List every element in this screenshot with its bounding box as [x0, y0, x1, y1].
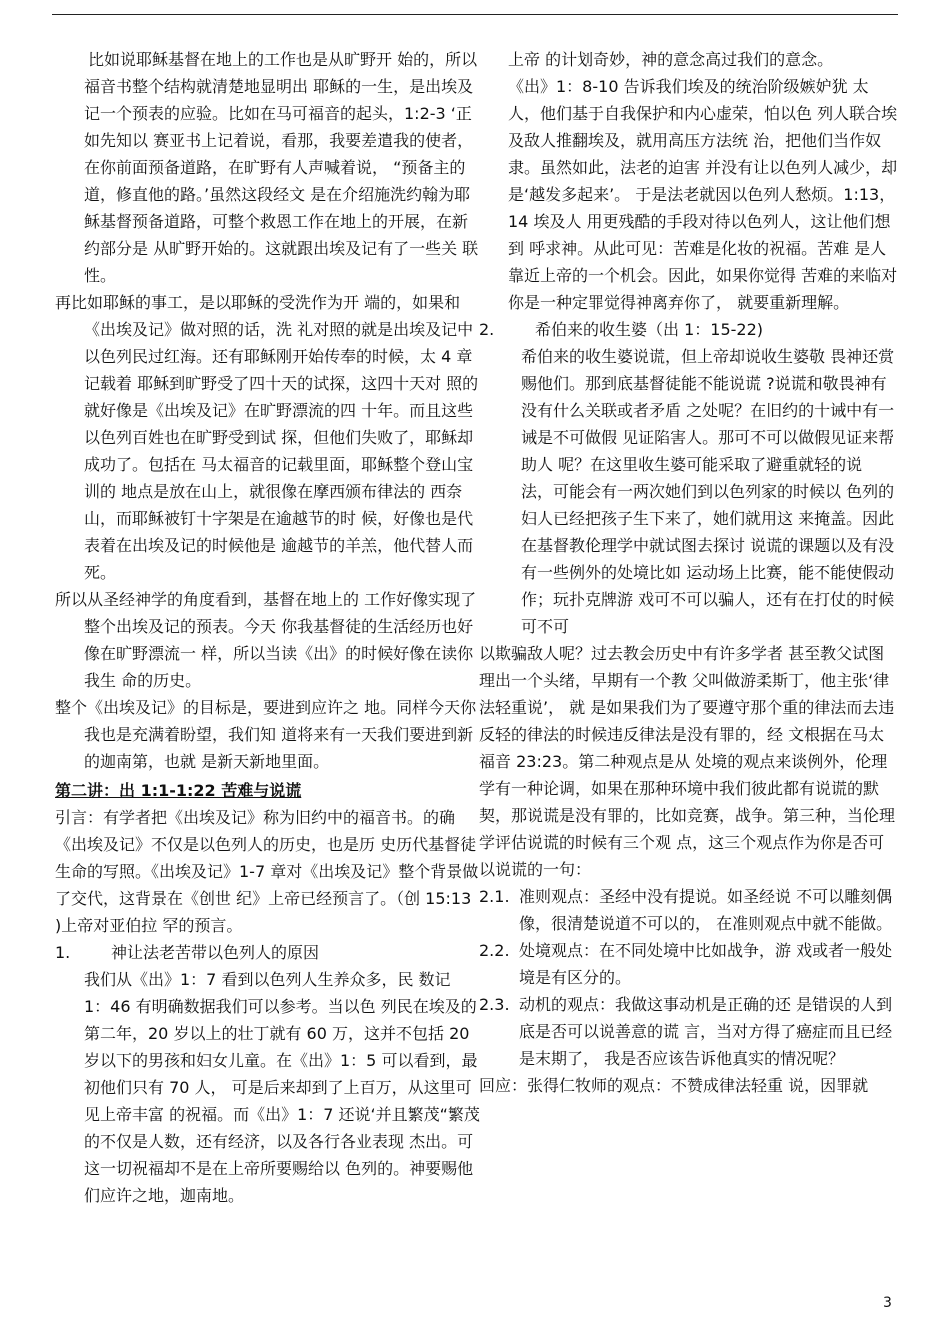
item-body: 我们从《出》1：7 看到以色列人生养众多，民 数记 1：46 有明确数据我们可以参考。当以色 列民在埃及的第二年，20 岁以上的壮丁就有 60 万，这并不包括 20 岁以下的男孩和妇女儿童。在《出》1：5 可以看到，最初他们只有 70 人， 可是后来却到了上百万，从这里可见上帝丰富 的祝福。而《出》1：7 还说‘并且繁茂“繁茂 的不仅是人数，还有经济，以及各行各业表现 杰出。可这一切祝福却不是在上帝所要赐给以 色列的。神要赐他们应许之地，迦南地。 [84, 970, 480, 1205]
paragraph: 再比如耶稣的事工，是以耶稣的受洗作为开 端的，如果和《出埃及记》做对照的话，洗 礼对照的就是出埃及记中以色列民过红海。还有耶稣刚开始传奉的时候，太 4 章记载着 耶稣到旷野受了四十天的试探，这四十天对 照的就好像是《出埃及记》在旷野漂流的四 十年。而且这些以色列百姓也在旷野受到试 探，但他们失败了，耶稣却成功了。包括在 马太福音的记载里面，耶稣整个登山宝训的 地点是放在山上，就很像在摩西颁布律法的 西奈山，而耶稣被钉十字架是在逾越节的时 候，好像也是代表着在出埃及记的时候他是 逾越节的羊羔，他代替人而死。 [55, 293, 479, 582]
paragraph: 所以从圣经神学的角度看到，基督在地上的 工作好像实现了整个出埃及记的预表。今天 你我基督徒的生活经历也好像在旷野漂流一 样，所以当读《出》的时候好像在读你我生 命的历史。 [55, 590, 477, 690]
item-title: 希伯来的收生婆（出 1：15-22) [535, 320, 764, 339]
sub-item-body: 动机的观点：我做这事动机是正确的还 是错误的人到底是否可以说善意的谎 言，当对方得了癌症而且已经是末期了， 我是否应该告诉他真实的情况呢？ [519, 995, 893, 1068]
sub-item-body: 准则观点：圣经中没有提说。如圣经说 不可以雕刻偶像，很清楚说道不可以的， 在准则观点中就不能做。 [519, 887, 893, 933]
sub-item-number: 2.3. [479, 995, 510, 1014]
paragraph: 比如说耶稣基督在地上的工作也是从旷野开 始的，所以福音书整个结构就清楚地显明出 耶稣的一生，是出埃及记一个预表的应验。比如在马可福音的起头，1:2-3 ‘正如先知以 赛亚书上记着说，看那，我要差遣我的使者， 在你前面预备道路，在旷野有人声喊着说， “预备主的道，修直他的路。’虽然这段经文 是在介绍施洗约翰为耶稣基督预备道路，可整个救恩工作在地上的开展，在新约部分是 从旷野开始的。这就跟出埃及记有了一些关 联性。 [84, 50, 479, 285]
header-rule [52, 14, 898, 15]
paragraph: 整个《出埃及记》的目标是，要进到应许之 地。同样今天你我也是充满着盼望，我们知 道将来有一天我们要进到新的迦南第，也就 是新天新地里面。 [55, 698, 477, 771]
page-number: 3 [883, 1295, 892, 1311]
numbered-item [479, 316, 899, 343]
sub-item-number: 2.2. [479, 941, 510, 960]
right-column [479, 46, 899, 1099]
paragraph: 回应：张得仁牧师的观点：不赞成律法轻重 说，因罪就 [479, 1076, 869, 1095]
sub-item-number: 2.1. [479, 887, 510, 906]
sub-item [479, 883, 899, 937]
sub-item [479, 991, 899, 1072]
numbered-item [55, 939, 480, 966]
paragraph: 上帝 的计划奇妙，神的意念高过我们的意念。 [508, 50, 834, 69]
paragraph: 以欺骗敌人呢？过去教会历史中有许多学者 甚至教父试图理出一个头绪，早期有一个教 父叫做游柔斯丁，他主张‘律法轻重说’， 就 是如果我们为了要遵守那个重的律法而去违 反轻的律法的时候违反律法是没有罪的，经 文根据在马太福音 23:23。第二种观点是从 处境的观点来谈例外，伦理学有一种论调，如果在那种环境中我们彼此都有说谎的默 契，那说谎是没有罪的，比如竞赛，战争。第三种，当伦理学评估说谎的时候有三个观 点，这三个观点作为你是否可以说谎的一句： [479, 644, 896, 879]
item-title: 神让法老苦带以色列人的原因 [111, 943, 320, 962]
item-number: 1. [55, 943, 71, 962]
left-column [55, 46, 480, 1209]
intro-paragraph: 引言：有学者把《出埃及记》称为旧约中的福音书。的确《出埃及记》不仅是以色列人的历史，也是历 史历代基督徒生命的写照。《出埃及记》1-7 章对《出埃及记》整个背景做了交代，这背景在《创世 纪》上帝已经预言了。（创 15:13 )上帝对亚伯拉 罕的预言。 [55, 808, 479, 935]
sub-item [479, 937, 899, 991]
item-body: 希伯来的收生婆说谎，但上帝却说收生婆敬 畏神还赏赐他们。那到底基督徒能不能说谎 ?说谎和敬畏神有没有什么关联或者矛盾 之处呢？在旧约的十诫中有一诫是不可做假 见证陷害人。那可不可以做假见证来帮助人 呢？在这里收生婆可能采取了避重就轻的说 法，可能会有一两次她们到以色列家的时候以 色列的妇人已经把孩子生下来了，她们就用这 来掩盖。因此在基督教伦理学中就试图去探讨 说谎的课题以及有没有一些例外的处境比如 运动场上比赛，能不能使假动作；玩扑克牌游 戏可不可以骗人，还有在打仗的时候可不可 [521, 347, 895, 636]
sub-item-body: 处境观点：在不同处境中比如战争，游 戏或者一般处境是有区分的。 [519, 941, 893, 987]
lecture-heading: 第二讲：出 1:1-1:22 苦难与说谎 [55, 781, 302, 800]
item-number: 2. [479, 320, 495, 339]
paragraph: 《出》1：8-10 告诉我们埃及的统治阶级嫉妒犹 太人，他们基于自我保护和内心虚荣，怕以色 列人联合埃及敌人推翻埃及，就用高压方法统 治，把他们当作奴隶。虽然如此，法老的迫害 并没有让以色列人减少，却是‘越发多起来’。 于是法老就因以色列人愁烦。1:13，14 埃及人 用更残酷的手段对待以色列人，这让他们想到 呼求神。从此可见：苦难是化妆的祝福。苦难 是人靠近上帝的一个机会。因此，如果你觉得 苦难的来临对你是一种定罪觉得神离弃你了， 就要重新理解。 [508, 77, 898, 312]
